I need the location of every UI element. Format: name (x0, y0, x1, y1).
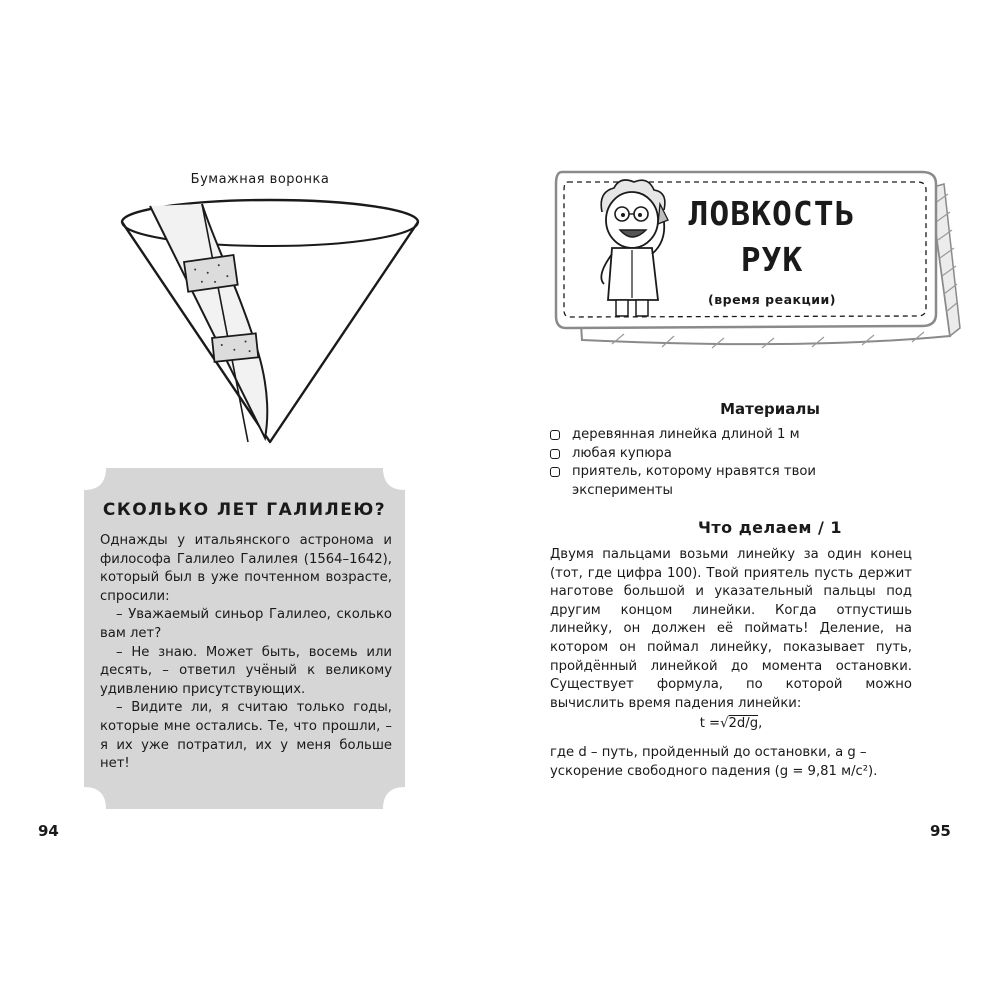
checkbox-icon (550, 467, 560, 477)
formula-radicand: 2d/g (728, 716, 759, 731)
paper-funnel-illustration (120, 192, 420, 447)
banner-subtitle: (время реакции) (708, 292, 836, 307)
banner-title-line1: ЛОВКОСТЬ (688, 194, 856, 233)
materials-list (550, 426, 910, 500)
formula-explanation: где d – путь, пройденный до остановки, а g – ускорение свободного падения (g = 9,81 м/с²). (550, 745, 878, 779)
tape-lower (212, 333, 258, 361)
list-item (550, 463, 910, 500)
material-label: деревянная линейка длиной 1 м (572, 427, 800, 442)
list-item (550, 445, 910, 464)
page-number-left: 94 (38, 822, 59, 840)
instructions-body: Двумя пальцами возьми линейку за один конец (тот, где цифра 100). Твой приятель пусть держит наготове большой и указательный пальцы под другим концом линейки. Когда отпустишь линейку, он должен её поймать! Деление, на котором он поймал линейку, показывает путь, пройдённый линейкой до момента остановки. Существует формула, по которой можно вычислить время падения линейки: (550, 547, 912, 711)
funnel-caption: Бумажная воронка (190, 172, 330, 187)
card-paragraph: – Не знаю. Может быть, восемь или десять, – ответил учёный к великому удивлению присутствующих. (100, 644, 392, 697)
tape-upper (184, 255, 238, 292)
banner-title-line2: РУК (740, 240, 804, 279)
galileo-card (82, 466, 407, 811)
section-title: Что делаем / 1 (697, 518, 843, 537)
page-number-right: 95 (930, 822, 951, 840)
right-page (500, 0, 1000, 1000)
card-paragraph: Однажды у итальянского астронома и философа Галилео Галилея (1564–1642), который был в уже почтенном возрасте, спросили: (100, 533, 392, 604)
checkbox-icon (550, 449, 560, 459)
material-label: любая купюра (572, 445, 672, 461)
list-item (550, 426, 910, 445)
card-paragraph: – Уважаемый синьор Галилео, сколько вам лет? (100, 607, 392, 641)
material-label: приятель, которому нравятся твои эксперименты (572, 464, 816, 498)
materials-title: Материалы (720, 400, 820, 418)
formula (550, 716, 912, 731)
checkbox-icon (550, 430, 560, 440)
card-body (100, 532, 392, 774)
formula-suffix: , (758, 716, 763, 731)
card-paragraph: – Видите ли, я считаю только годы, которые мне остались. Те, что прошли, – я их уже потратил, их у меня больше нет! (100, 700, 392, 772)
card-title: СКОЛЬКО ЛЕТ ГАЛИЛЕЮ? (102, 500, 387, 520)
formula-prefix: t =√ (699, 716, 729, 731)
